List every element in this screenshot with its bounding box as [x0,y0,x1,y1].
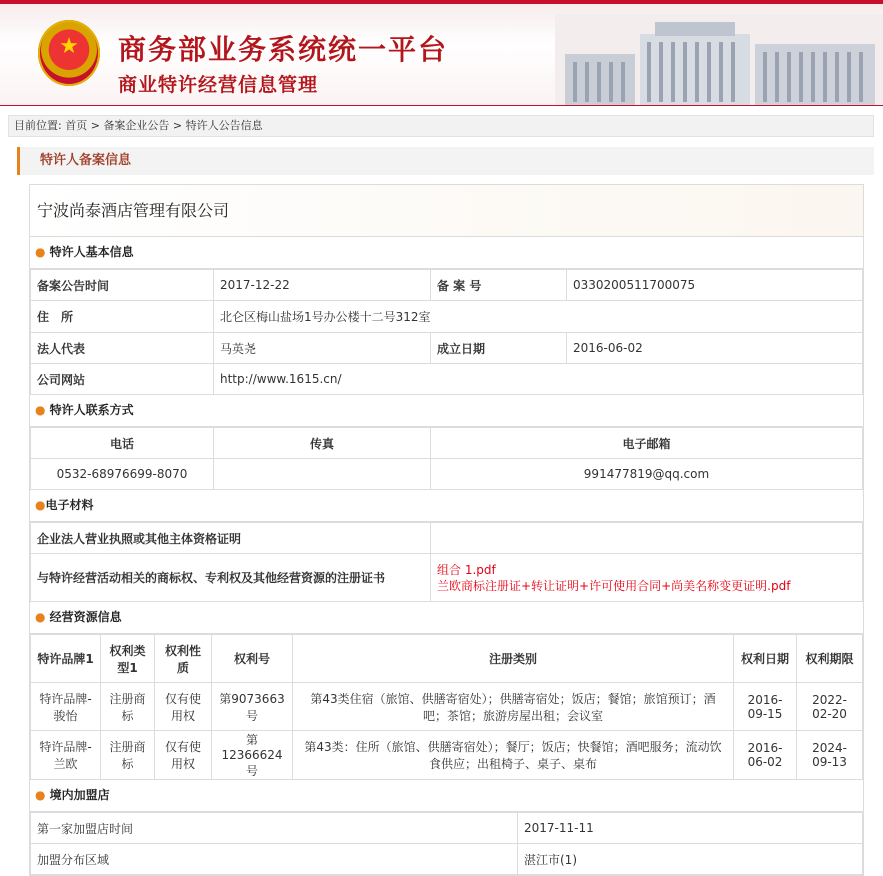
page-header [0,0,883,106]
record-date-label: 备案公告时间 [31,270,214,301]
email-value: 991477819@qq.com [431,459,863,490]
right-no-cell: 第9073663号 [212,683,293,731]
license-value [431,523,863,554]
breadcrumb-separator: > [87,119,104,132]
stores-table [30,812,863,875]
phone-header: 电话 [31,428,214,459]
table-row [31,731,863,780]
platform-title: 商务部业务系统统一平台 [118,33,449,66]
trademark-cert-label: 与特许经营活动相关的商标权、专利权及其他经营资源的注册证书 [31,554,431,602]
expiry-cell: 2024-09-13 [797,731,863,780]
breadcrumb [8,115,874,137]
record-date-value: 2017-12-22 [214,270,431,301]
address-value: 北仑区梅山盐场1号办公楼十二号312室 [214,301,863,333]
brand-cell: 特许品牌-兰欧 [31,731,101,780]
legal-rep-value: 马英尧 [214,333,431,364]
bullet-icon: ● [35,403,46,417]
breadcrumb-home[interactable]: 首页 [65,119,88,132]
breadcrumb-current: 特许人公告信息 [185,119,263,132]
basic-info-table [30,269,863,395]
column-header: 权利日期 [734,635,797,683]
breadcrumb-prefix: 目前位置: [14,119,62,132]
materials-table [30,522,863,602]
address-label: 住 所 [31,301,214,333]
website-label: 公司网站 [31,364,214,395]
column-header: 权利期限 [797,635,863,683]
bullet-icon: ● [35,610,46,624]
website-link[interactable]: http://www.1615.cn/ [214,364,863,395]
breadcrumb-filing-announcements[interactable]: 备案企业公告 [103,119,170,132]
bullet-icon: ● [35,498,46,512]
right-no-cell: 第12366624号 [212,731,293,780]
category-cell: 第43类：住所（旅馆、供膳寄宿处）；餐厅；饭店；快餐馆；酒吧服务；流动饮食供应；出租椅子、桌子、桌布 [293,731,734,780]
section-title: 特许人备案信息 [17,147,874,175]
type-cell: 注册商标 [101,683,155,731]
platform-subtitle: 商业特许经营信息管理 [118,74,319,96]
license-label: 企业法人营业执照或其他主体资格证明 [31,523,431,554]
pdf-link[interactable]: 兰欧商标注册证+转让证明+许可使用合同+尚美名称变更证明.pdf [437,578,791,593]
column-header: 特许品牌1 [31,635,101,683]
resources-table [30,634,863,780]
bullet-icon: ● [35,245,46,259]
fax-value [214,459,431,490]
stores-heading: ● 境内加盟店 [30,780,863,812]
header-divider [0,105,883,106]
brand-cell: 特许品牌-骏怡 [31,683,101,731]
franchisor-card [29,184,864,876]
email-header: 电子邮箱 [431,428,863,459]
expiry-cell: 2022-02-20 [797,683,863,731]
phone-value: 0532-68976699-8070 [31,459,214,490]
national-emblem-icon: ★ [38,20,100,86]
founded-value: 2016-06-02 [567,333,863,364]
company-name: 宁波尚泰酒店管理有限公司 [30,185,863,237]
breadcrumb-separator: > [169,119,186,132]
column-header: 注册类别 [293,635,734,683]
resources-heading: ● 经营资源信息 [30,602,863,634]
nature-cell: 仅有使用权 [155,731,212,780]
materials-heading: ●电子材料 [30,490,863,522]
region-label: 加盟分布区域 [31,844,518,875]
legal-rep-label: 法人代表 [31,333,214,364]
date-cell: 2016-06-02 [734,731,797,780]
fax-header: 传真 [214,428,431,459]
contact-heading: ● 特许人联系方式 [30,395,863,427]
date-cell: 2016-09-15 [734,683,797,731]
ministry-building-icon [555,14,883,105]
contact-table [30,427,863,490]
region-value: 湛江市(1) [518,844,863,875]
first-store-label: 第一家加盟店时间 [31,813,518,844]
first-store-value: 2017-11-11 [518,813,863,844]
category-cell: 第43类住宿（旅馆、供膳寄宿处）；供膳寄宿处；饭店；餐馆；旅馆预订；酒吧；茶馆；旅游房屋出租；会议室 [293,683,734,731]
bullet-icon: ● [35,788,46,802]
table-row [31,683,863,731]
pdf-link[interactable]: 组合 1.pdf [437,562,496,577]
column-header: 权利类型1 [101,635,155,683]
basic-info-heading: ● 特许人基本信息 [30,237,863,269]
founded-label: 成立日期 [431,333,567,364]
column-header: 权利号 [212,635,293,683]
type-cell: 注册商标 [101,731,155,780]
record-no-label: 备 案 号 [431,270,567,301]
record-no-value: 0330200511700075 [567,270,863,301]
column-header: 权利性质 [155,635,212,683]
nature-cell: 仅有使用权 [155,683,212,731]
